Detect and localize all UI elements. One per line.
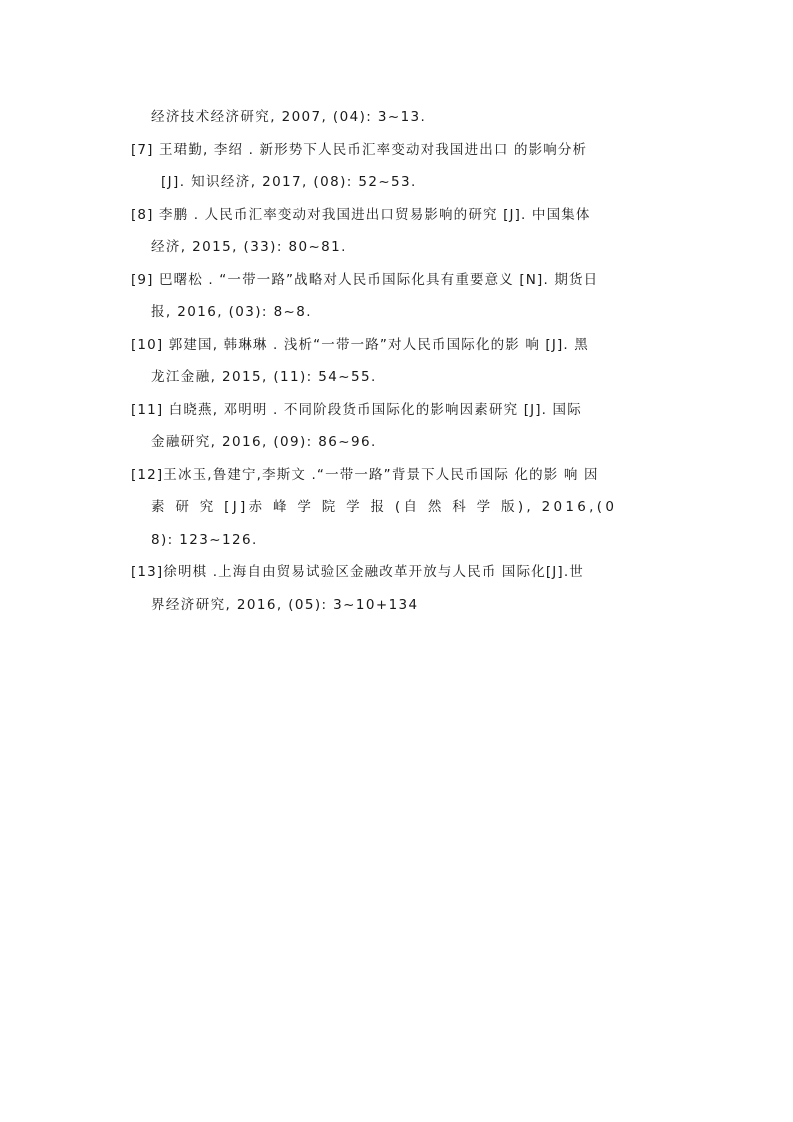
reference-line: 龙江金融, 2015, (11): 54~55. — [151, 369, 377, 385]
reference-line: 8): 123~126. — [151, 531, 258, 548]
reference-line: 金融研究, 2016, (09): 86~96. — [151, 434, 377, 450]
reference-line: [12]王冰玉,鲁建宁,李斯文 .“一带一路”背景下人民币国际 化的影 响 因 — [131, 466, 599, 483]
reference-item-9 — [131, 264, 676, 329]
reference-item-6-continued — [131, 101, 676, 134]
reference-item-13 — [131, 556, 676, 621]
reference-line: [8] 李鹏 . 人民币汇率变动对我国进出口贸易影响的研究 [J]. 中国集体 — [131, 206, 591, 223]
reference-item-12 — [131, 459, 676, 557]
reference-line: [11] 白晓燕, 邓明明 . 不同阶段货币国际化的影响因素研究 [J]. 国际 — [131, 401, 582, 418]
reference-line: [10] 郭建国, 韩琳琳 . 浅析“一带一路”对人民币国际化的影 响 [J]. 黑 — [131, 336, 589, 353]
reference-list — [131, 101, 676, 621]
reference-line: [13]徐明棋 .上海自由贸易试验区金融改革开放与人民币 国际化[J].世 — [131, 564, 584, 580]
reference-line: 报, 2016, (03): 8~8. — [151, 304, 312, 320]
reference-line: 经济, 2015, (33): 80~81. — [151, 239, 347, 255]
reference-line: [7] 王珺勤, 李绍 . 新形势下人民币汇率变动对我国进出口 的影响分析 — [131, 141, 588, 158]
reference-item-8 — [131, 199, 676, 264]
reference-line: [J]. 知识经济, 2017, (08): 52~53. — [161, 174, 417, 190]
reference-line: 界经济研究, 2016, (05): 3~10+134 — [151, 596, 419, 613]
reference-item-10 — [131, 329, 676, 394]
reference-line: 素 研 究 [J]赤 峰 学 院 学 报 (自 然 科 学 版), 2016,(0 — [151, 499, 618, 515]
reference-line: [9] 巴曙松 . “一带一路”战略对人民币国际化具有重要意义 [N]. 期货日 — [131, 271, 599, 288]
reference-line: 经济技术经济研究, 2007, (04): 3~13. — [151, 109, 427, 125]
reference-item-11 — [131, 394, 676, 459]
reference-item-7 — [131, 134, 676, 199]
